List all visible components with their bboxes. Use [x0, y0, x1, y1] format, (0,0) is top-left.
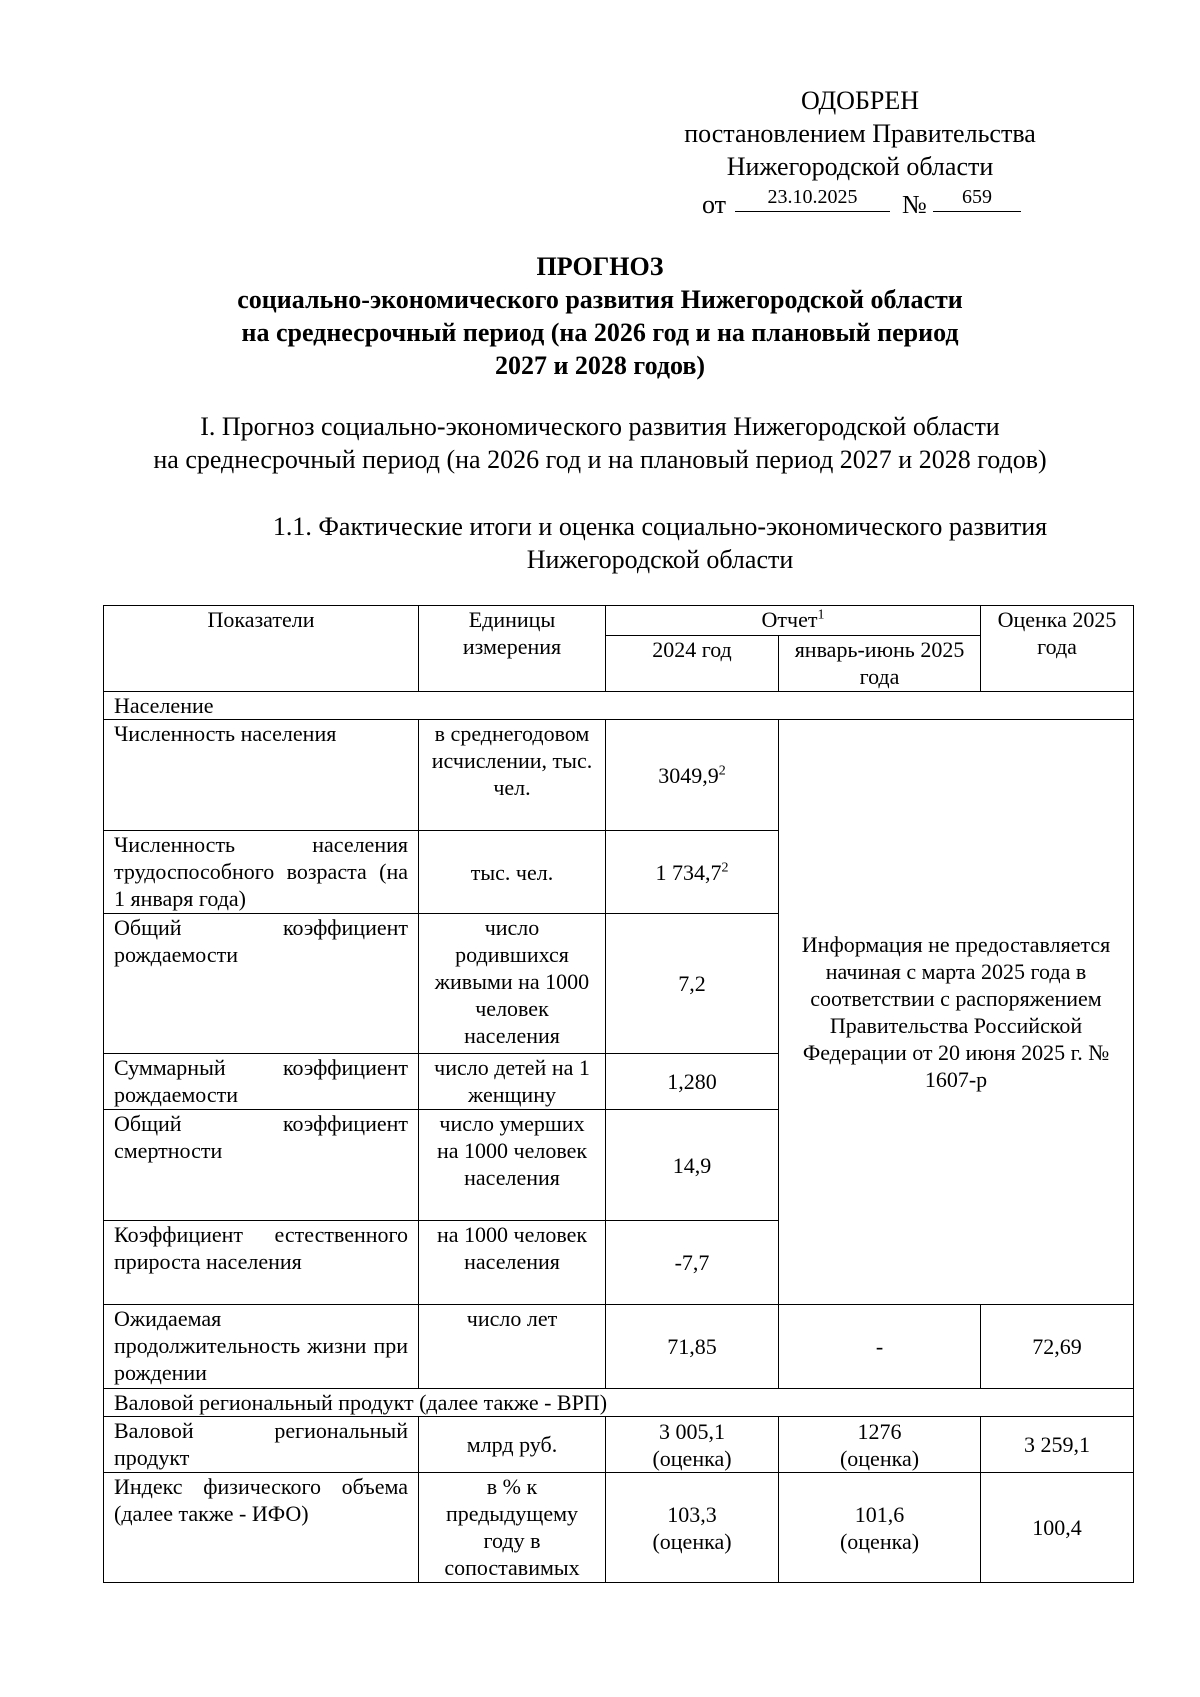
footnote-mark: 2: [718, 763, 726, 779]
row-name: Валовой региональный продукт: [104, 1417, 419, 1473]
header-units: Единицы измерения: [419, 606, 606, 692]
footnote-mark: 2: [721, 860, 729, 876]
row-value-2024: 1,280: [606, 1054, 779, 1110]
header-indicators: Показатели: [104, 606, 419, 692]
subsection-title: [210, 510, 1110, 576]
header-jan-jun-2025: январь-июнь 2025 года: [779, 636, 981, 692]
row-unit: в % к предыдущему году в сопоставимых: [419, 1473, 606, 1583]
row-name: Общий коэффициент смертности: [104, 1110, 419, 1221]
row-value-jan-jun-2025: -: [779, 1305, 981, 1389]
row-value-2024: 7,2: [606, 914, 779, 1054]
number-label: №: [902, 190, 927, 219]
value: 1 734,7: [655, 859, 722, 885]
row-unit: число умерших на 1000 человек населения: [419, 1110, 606, 1221]
approval-stamp: [640, 84, 1080, 223]
row-name: Индекс физического объема (далее также - ИФО): [104, 1473, 419, 1583]
value-note: (оценка): [652, 1445, 732, 1471]
row-value-2024: [606, 1417, 779, 1473]
row-unit: число детей на 1 женщину: [419, 1054, 606, 1110]
row-name: Общий коэффициент рождаемости: [104, 914, 419, 1054]
subsection-title-line-2: Нижегородской области: [526, 545, 794, 574]
row-value-2024: [606, 720, 779, 831]
row-name: Численность населения: [104, 720, 419, 831]
document-title: [120, 250, 1080, 382]
value-note: (оценка): [839, 1528, 920, 1554]
value: 101,6: [854, 1501, 905, 1527]
value: 103,3: [667, 1501, 717, 1527]
row-value-jan-jun-2025: [779, 1473, 981, 1583]
title-line-4: 2027 и 2028 годов): [494, 351, 706, 380]
approval-number: 659: [933, 183, 1021, 212]
row-unit: число родившихся живыми на 1000 человек населения: [419, 914, 606, 1054]
approval-heading: ОДОБРЕН: [800, 86, 920, 115]
row-name: Ожидаемая продолжительность жизни при рождении: [104, 1305, 419, 1389]
section-row-population: Население: [104, 692, 1134, 720]
row-value-2024: [606, 1473, 779, 1583]
approval-decree: постановлением Правительства: [684, 119, 1036, 148]
row-unit: на 1000 человек населения: [419, 1221, 606, 1305]
row-value-2024: [606, 831, 779, 914]
row-value-jan-jun-2025: [779, 1417, 981, 1473]
row-value-2024: 71,85: [606, 1305, 779, 1389]
row-estimate-2025: 3 259,1: [981, 1417, 1134, 1473]
title-line-2: социально-экономического развития Нижегородской области: [237, 285, 963, 314]
footnote-mark: 1: [817, 607, 825, 623]
value: 3049,9: [658, 762, 719, 788]
row-unit: тыс. чел.: [419, 831, 606, 914]
value-note: (оценка): [652, 1528, 732, 1554]
merged-note-cell: Информация не предоставляется начиная с марта 2025 года в соответствии с распоряжением Правительства Российской Федерации от 20 июня 2025 г. № 1607-р: [779, 720, 1134, 1305]
value-note: (оценка): [839, 1445, 920, 1471]
row-name: Коэффициент естественного прироста населения: [104, 1221, 419, 1305]
row-value-2024: 14,9: [606, 1110, 779, 1221]
approval-region: Нижегородской области: [726, 152, 994, 181]
header-estimate-2025: Оценка 2025 года: [981, 606, 1134, 692]
title-line-3: на среднесрочный период (на 2026 год и на плановый период: [241, 318, 959, 347]
value: 1276: [857, 1418, 902, 1444]
row-estimate-2025: 100,4: [981, 1473, 1134, 1583]
row-name: Численность населения трудоспособного возраста (на 1 января года): [104, 831, 419, 914]
section-title-line-2: на среднесрочный период (на 2026 год и на плановый период 2027 и 2028 годов): [153, 445, 1047, 474]
section-row-grp: Валовой региональный продукт (далее также - ВРП): [104, 1389, 1134, 1417]
row-name: Суммарный коэффициент рождаемости: [104, 1054, 419, 1110]
header-report-label: Отчет: [761, 607, 818, 632]
from-label: от: [702, 190, 727, 219]
section-title: [60, 410, 1140, 476]
subsection-title-line-1: 1.1. Фактические итоги и оценка социально-экономического развития: [272, 512, 1048, 541]
section-title-line-1: I. Прогноз социально-экономического развития Нижегородской области: [200, 412, 1000, 441]
approval-date-number-line: [640, 183, 1080, 223]
header-2024: 2024 год: [606, 636, 779, 692]
approval-date: 23.10.2025: [735, 183, 890, 212]
indicators-table: [103, 605, 1134, 1583]
row-estimate-2025: 72,69: [981, 1305, 1134, 1389]
title-line-1: ПРОГНОЗ: [536, 252, 664, 281]
row-unit: в среднегодовом исчислении, тыс. чел.: [419, 720, 606, 831]
header-report: [606, 606, 981, 636]
value: 3 005,1: [659, 1418, 725, 1444]
row-unit: число лет: [419, 1305, 606, 1389]
row-unit: млрд руб.: [419, 1417, 606, 1473]
row-value-2024: -7,7: [606, 1221, 779, 1305]
